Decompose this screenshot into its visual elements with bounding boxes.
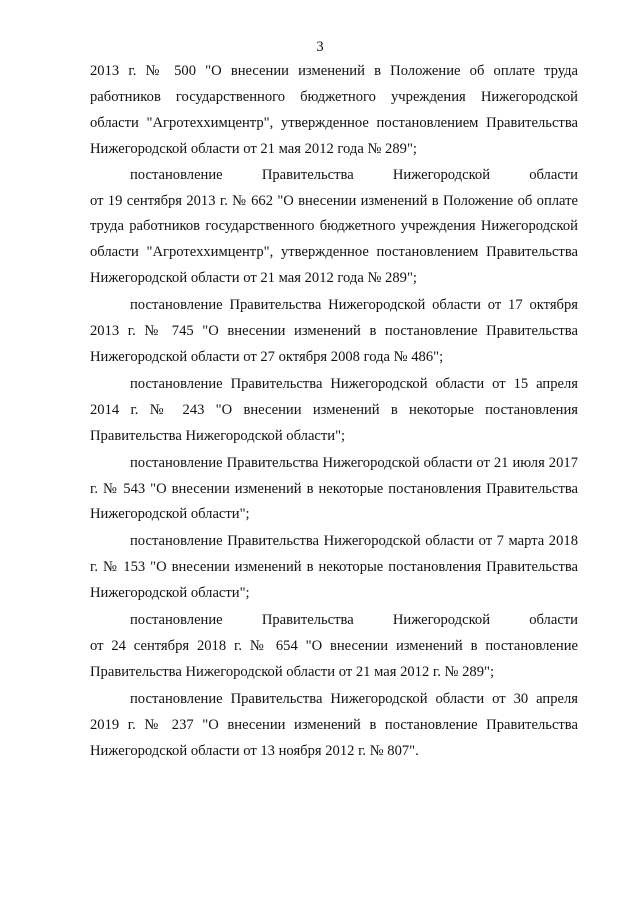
paragraph-resolution-2013-745: постановление Правительства Нижегородской области от 17 октября 2013 г. № 745 "О внесении изменений в постановление Правительства Нижегородской области от 27 октября 2008 года № 486"; bbox=[90, 297, 578, 365]
paragraph-resolution-2018-153: постановление Правительства Нижегородской области от 7 марта 2018 г. № 153 "О внесении изменений в некоторые постановления Правительства Нижегородской области"; bbox=[90, 533, 578, 602]
paragraph-resolution-2013-662: от 19 сентября 2013 г. № 662 "О внесении изменений в Положение об оплате труда работников государственного бюджетного учреждения Нижегородской области "Агротеххимцентр", утвержденное постановлением Правительства Нижегородской области от 21 мая 2012 года № 289"; bbox=[90, 192, 578, 287]
paragraph-resolution-2017-543: постановление Правительства Нижегородской области от 21 июля 2017 г. № 543 "О внесении изменений в некоторые постановления Правительства Нижегородской области"; bbox=[90, 454, 578, 523]
paragraph-resolution-2019-237: постановление Правительства Нижегородской области от 30 апреля 2019 г. № 237 "О внесении изменений в постановление Правительства Нижегородской области от 13 ноября 2012 г. № 807". bbox=[90, 690, 578, 759]
document-body bbox=[90, 59, 578, 764]
paragraph-continuation: 2013 г. № 500 "О внесении изменений в Положение об оплате труда работников государственного бюджетного учреждения Нижегородской области "Агротеххимцентр", утвержденное постановлением Правительства Нижегородской области от 21 мая 2012 года № 289"; bbox=[90, 63, 578, 157]
page-number: 3 bbox=[316, 39, 324, 55]
paragraph-resolution-2014-243: постановление Правительства Нижегородской области от 15 апреля 2014 г. № 243 "О внесении изменений в некоторые постановления Правительства Нижегородской области"; bbox=[90, 375, 578, 444]
paragraph-resolution-2013-662-heading: постановление Правительства Нижегородской области bbox=[130, 166, 578, 183]
paragraph-resolution-2018-654-heading: постановление Правительства Нижегородской области bbox=[130, 612, 578, 629]
paragraph-resolution-2018-654: от 24 сентября 2018 г. № 654 "О внесении изменений в постановление Правительства Нижегородской области от 21 мая 2012 г. № 289"; bbox=[90, 637, 578, 680]
